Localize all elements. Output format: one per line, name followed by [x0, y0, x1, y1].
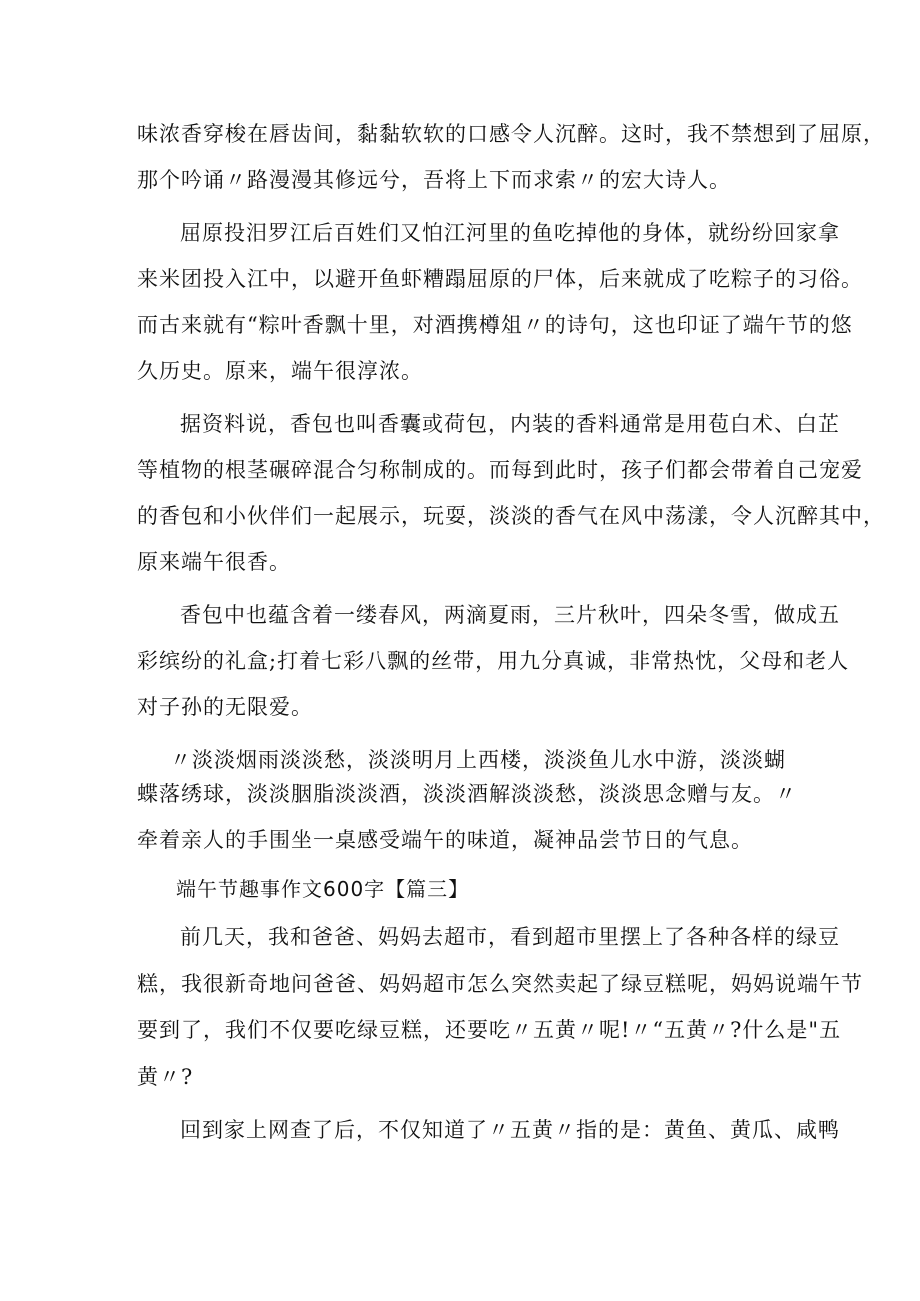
text-line: 回到家上网查了后，不仅知道了〃五黄〃指的是：黄鱼、黄瓜、咸鸭 — [180, 1118, 840, 1142]
quote-line: 〃淡淡烟雨淡淡愁，淡淡明月上西楼，淡淡鱼儿水中游，淡淡蝴 — [170, 748, 786, 772]
text-line: 味浓香穿梭在唇齿间，黏黏软软的口感令人沉醉。这时，我不禁想到了屈原， — [137, 122, 885, 146]
text-line: 等植物的根茎碾碎混合匀称制成的。而每到此时，孩子们都会带着自己宠爱 — [137, 458, 863, 482]
text-line: 久历史。原来，端午很淳浓。 — [137, 359, 423, 383]
text-line: 来米团投入江中，以避开鱼虾糟蹋屈原的尸体，后来就成了吃粽子的习俗。 — [137, 267, 863, 291]
section-heading: 端午节趣事作文600字【篇三】 — [176, 877, 470, 901]
text-line: 黄〃? — [137, 1065, 194, 1089]
text-line: 的香包和小伙伴们一起展示，玩耍，淡淡的香气在风中荡漾，令人沉醉其中， — [137, 504, 885, 528]
text-line: 彩缤纷的礼盒;打着七彩八飘的丝带，用九分真诚，非常热忱，父母和老人 — [137, 649, 850, 673]
text-line: 糕，我很新奇地问爸爸、妈妈超市怎么突然卖起了绿豆糕呢，妈妈说端午节 — [137, 972, 863, 996]
text-line: 牵着亲人的手围坐一桌感受端午的味道，凝神品尝节日的气息。 — [137, 828, 753, 852]
text-line: 而古来就有“粽叶香飘十里，对酒携樽俎〃的诗句，这也印证了端午节的悠 — [137, 313, 853, 337]
text-line: 香包中也蕴含着一缕春风，两滴夏雨，三片秋叶，四朵冬雪，做成五 — [180, 603, 840, 627]
text-line: 据资料说，香包也叫香囊或荷包，内装的香料通常是用苞白术、白芷 — [180, 412, 840, 436]
text-line: 要到了，我们不仅要吃绿豆糕，还要吃〃五黄〃呢!〃“五黄〃?什么是"五 — [137, 1018, 842, 1042]
text-line: 屈原投汨罗江后百姓们又怕江河里的鱼吃掉他的身体，就纷纷回家拿 — [180, 221, 840, 245]
text-line: 对子孙的无限爱。 — [137, 695, 313, 719]
quote-line: 蝶落绣球，淡淡胭脂淡淡酒，淡淡酒解淡淡愁，淡淡思念赠与友。〃 — [137, 782, 797, 806]
text-line: 那个吟诵〃路漫漫其修远兮，吾将上下而求索〃的宏大诗人。 — [137, 168, 731, 192]
text-line: 原来端午很香。 — [137, 550, 291, 574]
text-line: 前几天，我和爸爸、妈妈去超市，看到超市里摆上了各种各样的绿豆 — [180, 925, 840, 949]
